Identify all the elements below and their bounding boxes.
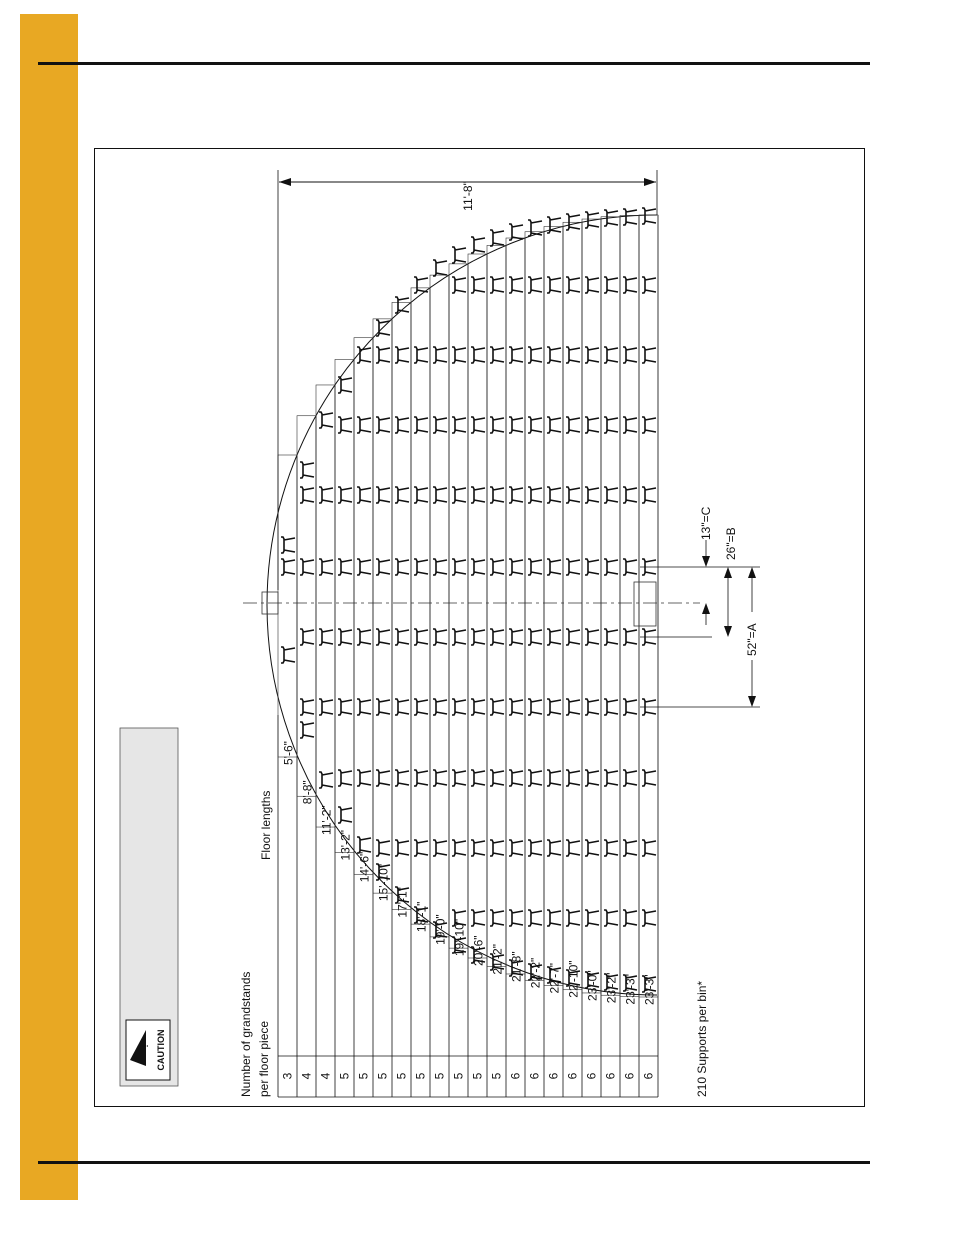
floor-length: 13'-2": [338, 829, 353, 861]
grandstand-icon: [376, 559, 390, 575]
grandstand-icon: [642, 277, 656, 293]
grandstand-icon: [623, 277, 637, 293]
grandstand-icon: [338, 770, 352, 786]
grandstand-icon: [357, 629, 371, 645]
floor-length: 21'-8": [509, 951, 524, 982]
grandstand-icon: [357, 837, 371, 853]
grandstand-icon: [623, 770, 637, 786]
floor-length: 8'-8": [300, 780, 315, 805]
grandstand-count: 5: [470, 1072, 485, 1080]
grandstand-icon: [452, 559, 466, 575]
grandstand-icon: [281, 537, 295, 553]
grandstand-icon: [338, 629, 352, 645]
grandstand-icon: [338, 487, 352, 503]
floor-plank: [563, 222, 582, 989]
grandstand-icon: [300, 629, 314, 645]
grandstand-icon: [338, 559, 352, 575]
grandstand-count: 5: [413, 1072, 428, 1080]
floor-length: 22'-7": [547, 962, 562, 994]
supports-note: 210 Supports per bin*: [695, 980, 709, 1097]
grandstand-icon: [566, 277, 580, 293]
grandstand-icon: [490, 559, 504, 575]
grandstand-icon: [509, 910, 523, 926]
grandstand-icon: [433, 487, 447, 503]
grandstand-icon: [338, 377, 352, 393]
dim-c-arrow-bottom: [702, 603, 710, 614]
floor-plank: [449, 264, 468, 948]
grandstand-icon: [300, 487, 314, 503]
grandstand-icon: [300, 559, 314, 575]
grandstand-icon: [623, 347, 637, 363]
floor-plank: [316, 385, 335, 827]
grandstand-icon: [281, 559, 295, 575]
grandstand-icon: [471, 559, 485, 575]
grandstand-icon: [509, 224, 523, 240]
grandstand-icon: [509, 699, 523, 715]
grandstand-icon: [490, 230, 504, 246]
grandstand-count: 6: [565, 1072, 580, 1080]
grandstand-icon: [490, 487, 504, 503]
floor-length: 23'-3": [623, 974, 638, 1005]
floor-length: 17'-1": [395, 887, 410, 918]
grandstand-icon: [642, 347, 656, 363]
floor-length: 23'-3": [642, 974, 657, 1005]
grandstand-icon: [566, 910, 580, 926]
floor-plank: [335, 359, 354, 852]
grandstand-icon: [452, 247, 466, 263]
grandstand-icon: [585, 629, 599, 645]
grandstand-icon: [509, 277, 523, 293]
grandstand-icon: [528, 629, 542, 645]
grandstand-count: 5: [489, 1072, 504, 1080]
dim-b-arrow-top: [724, 567, 732, 578]
grandstand-count: 5: [375, 1072, 390, 1080]
grandstand-icon: [433, 629, 447, 645]
grandstand-icon: [471, 487, 485, 503]
floor-layout-diagram: [94, 148, 866, 1108]
grandstand-icon: [566, 699, 580, 715]
grandstand-icon: [528, 220, 542, 236]
grandstand-icon: [395, 770, 409, 786]
grandstand-icon: [414, 417, 428, 433]
grandstand-icon: [319, 487, 333, 503]
grandstand-count: 5: [451, 1072, 466, 1080]
grandstand-icon: [490, 347, 504, 363]
grandstand-icon: [376, 629, 390, 645]
floor-length: 22'-10": [566, 960, 581, 998]
arrow-left: [279, 178, 291, 186]
grandstand-icon: [528, 417, 542, 433]
grandstand-icon: [585, 770, 599, 786]
grandstand-icon: [547, 770, 561, 786]
grandstand-icon: [528, 910, 542, 926]
grandstand-icon: [414, 559, 428, 575]
grandstand-icon: [623, 559, 637, 575]
grandstand-count: 5: [337, 1072, 352, 1080]
floor-length: 21'-2": [490, 944, 505, 975]
grandstand-icon: [585, 277, 599, 293]
grandstand-icon: [319, 699, 333, 715]
grandstand-icon: [395, 297, 409, 313]
footer-rule: [38, 1161, 870, 1164]
grandstand-icon: [452, 417, 466, 433]
grandstand-icon: [623, 910, 637, 926]
floor-length: 14'-6": [357, 851, 372, 883]
grandstand-icon: [585, 559, 599, 575]
grandstand-icon: [528, 770, 542, 786]
grandstand-icon: [395, 699, 409, 715]
floor-length: 18'-1": [414, 901, 429, 933]
grandstand-icon: [300, 699, 314, 715]
grandstand-icon: [604, 417, 618, 433]
grandstand-count: 6: [584, 1072, 599, 1080]
center-hub-right: [634, 582, 656, 626]
grandstand-count: 3: [280, 1072, 295, 1080]
grandstand-icon: [319, 772, 333, 788]
grandstand-icon: [433, 840, 447, 856]
floor-length: 5'-6": [281, 741, 296, 765]
grandstand-icon: [319, 412, 333, 428]
grandstand-icon: [281, 647, 295, 663]
caution-text: CAUTION: [156, 1029, 166, 1071]
grandstand-icon: [604, 699, 618, 715]
grandstand-icon: [623, 840, 637, 856]
grandstand-icon: [414, 487, 428, 503]
grandstand-icon: [547, 277, 561, 293]
grandstand-icon: [547, 559, 561, 575]
grandstand-icon: [376, 770, 390, 786]
grandstand-icon: [604, 840, 618, 856]
grandstand-icon: [528, 277, 542, 293]
grandstand-icon: [642, 487, 656, 503]
grandstand-icon: [357, 770, 371, 786]
grandstand-icon: [604, 559, 618, 575]
grandstand-icon: [490, 417, 504, 433]
floor-plank: [468, 254, 487, 958]
grandstand-icon: [414, 347, 428, 363]
grandstand-count: 6: [527, 1072, 542, 1080]
grandstand-icon: [490, 629, 504, 645]
grandstand-icon: [585, 840, 599, 856]
grandstand-icon: [528, 840, 542, 856]
grandstand-icon: [471, 910, 485, 926]
grandstand-icon: [376, 699, 390, 715]
grandstand-icon: [471, 699, 485, 715]
dim-c-arrow-top: [702, 556, 710, 567]
floor-length: 15'-10": [376, 863, 391, 902]
grandstand-icon: [566, 417, 580, 433]
grandstand-icon: [357, 417, 371, 433]
floor-plank: [639, 215, 658, 997]
grandstand-count: 4: [299, 1072, 314, 1080]
dim-b-arrow-bottom: [724, 626, 732, 637]
grandstand-icon: [566, 770, 580, 786]
grandstand-icon: [604, 910, 618, 926]
grandstand-icon: [452, 840, 466, 856]
grandstand-icon: [585, 347, 599, 363]
grandstand-icon: [433, 417, 447, 433]
grandstand-icon: [490, 277, 504, 293]
grandstand-icon: [547, 417, 561, 433]
grandstand-count: 5: [356, 1072, 371, 1080]
grandstand-icon: [547, 840, 561, 856]
grandstand-count: 6: [508, 1072, 523, 1080]
grandstand-icon: [357, 559, 371, 575]
grandstand-icon: [528, 347, 542, 363]
grandstand-icon: [547, 910, 561, 926]
count-header-line-2: per floor piece: [257, 1020, 271, 1097]
grandstand-icon: [471, 237, 485, 253]
grandstand-icon: [471, 277, 485, 293]
yellow-side-tab: [20, 14, 78, 1200]
grandstand-icon: [547, 699, 561, 715]
grandstand-icon: [623, 209, 637, 225]
grandstand-icon: [547, 487, 561, 503]
grandstand-icon: [414, 840, 428, 856]
grandstand-icon: [452, 487, 466, 503]
grandstand-icon: [338, 699, 352, 715]
count-header-line-1: Number of grandstands: [239, 971, 253, 1097]
grandstand-icon: [300, 462, 314, 478]
grandstand-icon: [604, 629, 618, 645]
grandstand-icon: [604, 770, 618, 786]
grandstand-icon: [585, 417, 599, 433]
grandstand-icon: [509, 840, 523, 856]
floor-length: 19'-10": [452, 918, 467, 957]
grandstand-icon: [509, 487, 523, 503]
grandstand-icon: [319, 559, 333, 575]
grandstand-icon: [642, 770, 656, 786]
grandstand-icon: [414, 629, 428, 645]
grandstand-icon: [452, 347, 466, 363]
floor-plank: [525, 232, 544, 981]
grandstand-icon: [566, 559, 580, 575]
grandstand-icon: [623, 487, 637, 503]
grandstand-icon: [395, 559, 409, 575]
grandstand-icon: [338, 807, 352, 823]
grandstand-icon: [376, 840, 390, 856]
floor-plank: [297, 416, 316, 797]
grandstand-icon: [509, 347, 523, 363]
floor-plank: [487, 245, 506, 966]
grandstand-icon: [471, 417, 485, 433]
grandstand-icon: [300, 722, 314, 738]
dim-c-label: 13"=C: [699, 506, 713, 540]
grandstand-icon: [528, 559, 542, 575]
grandstand-icon: [319, 629, 333, 645]
grandstand-icon: [452, 770, 466, 786]
grandstand-icon: [338, 417, 352, 433]
grandstand-supports: [281, 208, 656, 992]
grandstand-icon: [566, 487, 580, 503]
grandstand-icon: [604, 487, 618, 503]
grandstand-icon: [471, 840, 485, 856]
grandstand-icon: [566, 840, 580, 856]
grandstand-icon: [395, 487, 409, 503]
grandstand-icon: [471, 347, 485, 363]
grandstand-icon: [395, 417, 409, 433]
floor-plank: [373, 319, 392, 893]
grandstand-icon: [623, 699, 637, 715]
floor-plank: [430, 275, 449, 937]
grandstand-icon: [395, 840, 409, 856]
arrow-right: [644, 178, 656, 186]
grandstand-icon: [452, 699, 466, 715]
grandstand-icon: [642, 208, 656, 224]
floor-plank: [620, 215, 639, 996]
grandstand-icon: [642, 910, 656, 926]
grandstand-icon: [490, 840, 504, 856]
grandstand-icon: [452, 629, 466, 645]
floor-plank: [392, 302, 411, 909]
grandstand-count: 6: [546, 1072, 561, 1080]
grandstand-icon: [604, 347, 618, 363]
grandstand-icon: [604, 277, 618, 293]
grandstand-icon: [585, 699, 599, 715]
grandstand-icon: [433, 347, 447, 363]
grandstand-count: 5: [432, 1072, 447, 1080]
floor-plank: [601, 217, 620, 995]
grandstand-count: 4: [318, 1072, 333, 1080]
grandstand-icon: [490, 699, 504, 715]
grandstand-icon: [433, 559, 447, 575]
floor-plank: [582, 219, 601, 993]
grandstand-icon: [623, 417, 637, 433]
grandstand-count: 6: [603, 1072, 618, 1080]
floor-lengths-header: Floor lengths: [259, 790, 273, 860]
grandstand-count: 6: [641, 1072, 656, 1080]
grandstand-icon: [471, 770, 485, 786]
grandstand-icon: [490, 770, 504, 786]
floor-length: 23'-2": [604, 972, 619, 1004]
floor-length: 11'-2": [319, 805, 334, 836]
grandstand-icon: [433, 770, 447, 786]
bin-outline: [267, 215, 657, 998]
floor-length-column: [282, 741, 657, 1005]
grandstand-count: 5: [394, 1072, 409, 1080]
floor-length: 22'-2": [528, 957, 543, 989]
grandstand-icon: [414, 770, 428, 786]
grandstand-icon: [376, 347, 390, 363]
grandstand-icon: [585, 487, 599, 503]
grandstand-icon: [376, 487, 390, 503]
grandstand-icon: [547, 629, 561, 645]
floor-length: 23'-0": [585, 970, 600, 1001]
grandstand-icon: [509, 629, 523, 645]
dim-b-label: 26"=B: [724, 527, 738, 560]
overall-width-label: 11'-8": [461, 181, 475, 211]
grandstand-icon: [566, 347, 580, 363]
grandstand-icon: [357, 487, 371, 503]
grandstand-icon: [528, 699, 542, 715]
grandstand-icon: [433, 260, 447, 276]
grandstand-icon: [509, 559, 523, 575]
grandstand-icon: [642, 417, 656, 433]
grandstand-icon: [623, 629, 637, 645]
grandstand-icon: [357, 699, 371, 715]
grandstand-count: 6: [622, 1072, 637, 1080]
grandstand-icon: [471, 629, 485, 645]
grandstand-icon: [528, 487, 542, 503]
grandstand-icon: [452, 277, 466, 293]
svg-text:!: !: [140, 1044, 150, 1048]
grandstand-icon: [433, 699, 447, 715]
dim-a-arrow-top: [748, 567, 756, 578]
grandstand-icon: [642, 840, 656, 856]
grandstand-icon: [566, 629, 580, 645]
floor-length: 20'-6": [471, 935, 486, 966]
grandstand-icon: [414, 699, 428, 715]
grandstand-icon: [509, 417, 523, 433]
grandstand-icon: [585, 910, 599, 926]
grandstand-icon: [357, 347, 371, 363]
floor-plank: [544, 226, 563, 985]
grandstand-icon: [509, 770, 523, 786]
grandstand-icon: [376, 417, 390, 433]
floor-plank: [411, 288, 430, 924]
grandstand-icon: [395, 347, 409, 363]
grandstand-icon: [395, 629, 409, 645]
header-rule: [38, 62, 870, 65]
floor-length: 19'-0": [433, 914, 448, 945]
grandstand-icon: [490, 910, 504, 926]
dim-a-arrow-bottom: [748, 696, 756, 707]
dim-a-label: 52"=A: [745, 623, 759, 656]
grandstand-icon: [547, 347, 561, 363]
